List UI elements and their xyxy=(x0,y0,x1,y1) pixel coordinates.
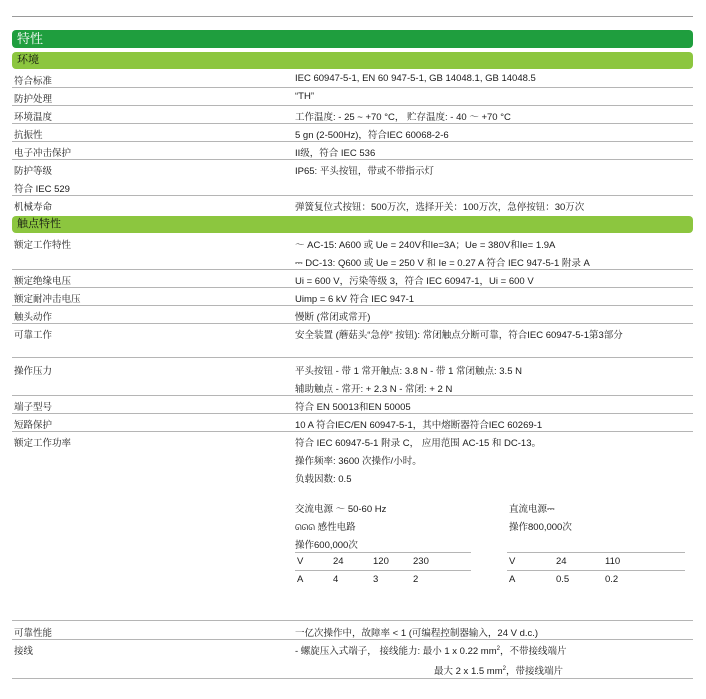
row-value: “TH” xyxy=(295,91,314,102)
row-value: 负载因数: 0.5 xyxy=(295,474,352,485)
ac-table-a-cell: 2 xyxy=(413,574,419,585)
row-divider xyxy=(12,287,693,288)
dc-table-rule xyxy=(507,552,685,553)
ac-operations: 操作600,000次 xyxy=(295,540,358,551)
dc-table-a-cell: 0.5 xyxy=(556,574,570,585)
row-divider xyxy=(12,678,693,679)
row-label: 短路保护 xyxy=(14,420,53,431)
row-value: Uimp = 6 kV 符合 IEC 947-1 xyxy=(295,294,415,305)
wiring-line-1 xyxy=(295,643,567,657)
row-divider xyxy=(12,639,693,640)
ac-frequency: 50-60 Hz xyxy=(347,504,387,515)
row-value: IP65: 平头按钮，带或不带指示灯 xyxy=(295,166,434,177)
dc-icon: ⎓ xyxy=(295,258,303,269)
ac-text: AC-15: A600 或 Ue = 240V和Ie=3A；Ue = 380V和Ie= 1.9A xyxy=(307,240,556,251)
row-label: 可靠工作 xyxy=(14,330,53,341)
row-label: 触头动作 xyxy=(14,312,53,323)
superscript: 2 xyxy=(496,645,500,652)
dc-table-v-label: V xyxy=(509,556,516,567)
row-divider xyxy=(12,305,693,306)
ac-table-v-cell: 230 xyxy=(413,556,429,567)
dc-text: DC-13: Q600 或 Ue = 250 V 和 Ie = 0.27 A 符合 IEC 947-5-1 附录 A xyxy=(305,258,590,269)
row-value: 平头按钮 - 带 1 常开触点: 3.8 N - 带 1 常闭触点: 3.5 N xyxy=(295,366,522,377)
ac-table-rule xyxy=(295,570,471,571)
page-title: 特性 xyxy=(12,30,693,48)
row-divider xyxy=(12,269,693,270)
row-label: 防护等级 xyxy=(14,166,53,177)
row-value: 符合 EN 50013和EN 50005 xyxy=(295,402,411,413)
dc-characteristics xyxy=(295,255,590,269)
ac-characteristics xyxy=(295,237,555,251)
ac-table-a-cell: 4 xyxy=(333,574,339,585)
row-label: 操作压力 xyxy=(14,366,53,377)
row-value: 辅助触点 - 常开: + 2.3 N - 常闭: + 2 N xyxy=(295,384,453,395)
dc-operations: 操作800,000次 xyxy=(509,522,572,533)
row-label: 符合标准 xyxy=(14,76,53,87)
row-value: 操作频率: 3600 次操作/小时。 xyxy=(295,456,422,467)
row-value: 弹簧复位式按钮：500万次，选择开关：100万次，急停按钮：30万次 xyxy=(295,202,585,213)
coil-icon: ᘏᘏᘏ xyxy=(295,523,315,532)
ac-table-v-label: V xyxy=(297,556,304,567)
ac-table-a-cell: 3 xyxy=(373,574,379,585)
ac-table-v-cell: 120 xyxy=(373,556,389,567)
ac-icon: 〜 xyxy=(335,504,346,515)
ac-title-text: 交流电源 xyxy=(295,504,334,515)
row-label: 额定工作功率 xyxy=(14,438,72,449)
top-rule xyxy=(12,16,693,17)
row-divider xyxy=(12,123,693,124)
row-value: 5 gn (2-500Hz)，符合IEC 60068-2-6 xyxy=(295,130,449,141)
ac-table-v-cell: 24 xyxy=(333,556,344,567)
row-divider xyxy=(12,323,693,324)
row-divider xyxy=(12,87,693,88)
ac-load-text: 感性电路 xyxy=(317,522,356,533)
row-value: 安全装置 (蘑菇头“急停” 按钮): 常闭触点分断可靠，符合IEC 60947-5-1第3部分 xyxy=(295,330,623,341)
row-value: 工作温度: - 25 ~ +70 °C， 贮存温度: - 40 ～ +70 °C xyxy=(295,112,511,123)
row-divider xyxy=(12,395,693,396)
row-divider xyxy=(12,431,693,432)
ac-power-title xyxy=(295,501,386,515)
row-label: 可靠性能 xyxy=(14,628,53,639)
row-label: 额定绝缘电压 xyxy=(14,276,72,287)
row-divider xyxy=(12,159,693,160)
row-divider xyxy=(12,620,693,621)
row-divider xyxy=(12,413,693,414)
superscript: 2 xyxy=(502,665,506,672)
row-label: 环境温度 xyxy=(14,112,53,123)
wiring-text: - 螺旋压入式端子， 接线能力: 最小 1 x 0.22 mm xyxy=(295,646,497,657)
row-label: 额定耐冲击电压 xyxy=(14,294,81,305)
row-label: 防护处理 xyxy=(14,94,53,105)
row-divider xyxy=(12,357,693,358)
section-header-contact: 触点特性 xyxy=(12,216,693,233)
row-value: II级，符合 IEC 536 xyxy=(295,148,376,159)
dc-table-rule xyxy=(507,570,685,571)
ac-icon: 〜 xyxy=(295,240,305,251)
row-value: 符合 IEC 60947-5-1 附录 C， 应用范围 AC-15 和 DC-13。 xyxy=(295,438,542,449)
dc-icon: ⎓ xyxy=(547,504,555,515)
row-label: 额定工作特性 xyxy=(14,240,72,251)
wiring-text: ，带接线端片 xyxy=(505,666,563,677)
row-label: 抗振性 xyxy=(14,130,43,141)
dc-table-v-cell: 110 xyxy=(605,556,621,567)
row-value: Ui = 600 V，污染等级 3，符合 IEC 60947-1，Ui = 600 V xyxy=(295,276,534,287)
dc-table-a-cell: 0.2 xyxy=(605,574,619,585)
ac-table-rule xyxy=(295,552,471,553)
dc-title-text: 直流电源 xyxy=(509,504,548,515)
row-value: 慢断 (常闭或常开) xyxy=(295,312,371,323)
row-label: 机械寿命 xyxy=(14,202,53,213)
row-label: 电子冲击保护 xyxy=(14,148,72,159)
row-label: 端子型号 xyxy=(14,402,53,413)
wiring-text: 最大 2 x 1.5 mm xyxy=(434,666,503,677)
section-header-environment: 环境 xyxy=(12,52,693,69)
row-value: 一亿次操作中，故障率 < 1 (可编程控制器输入，24 V d.c.) xyxy=(295,628,539,639)
row-label: 接线 xyxy=(14,646,34,657)
row-divider xyxy=(12,141,693,142)
dc-power-title xyxy=(509,501,555,515)
wiring-text: ，不带接线端片 xyxy=(499,646,567,657)
ac-table-a-label: A xyxy=(297,574,304,585)
row-value: 10 A 符合IEC/EN 60947-5-1，其中熔断器符合IEC 60269-1 xyxy=(295,420,543,431)
dc-table-v-cell: 24 xyxy=(556,556,567,567)
dc-table-a-label: A xyxy=(509,574,516,585)
wiring-line-2 xyxy=(434,663,563,677)
row-value: IEC 60947-5-1, EN 60 947-5-1, GB 14048.1, GB 14048.5 xyxy=(295,73,536,84)
row-divider xyxy=(12,195,693,196)
row-divider xyxy=(12,105,693,106)
ac-load-type xyxy=(295,519,356,533)
row-label-sub: 符合 IEC 529 xyxy=(14,184,70,195)
